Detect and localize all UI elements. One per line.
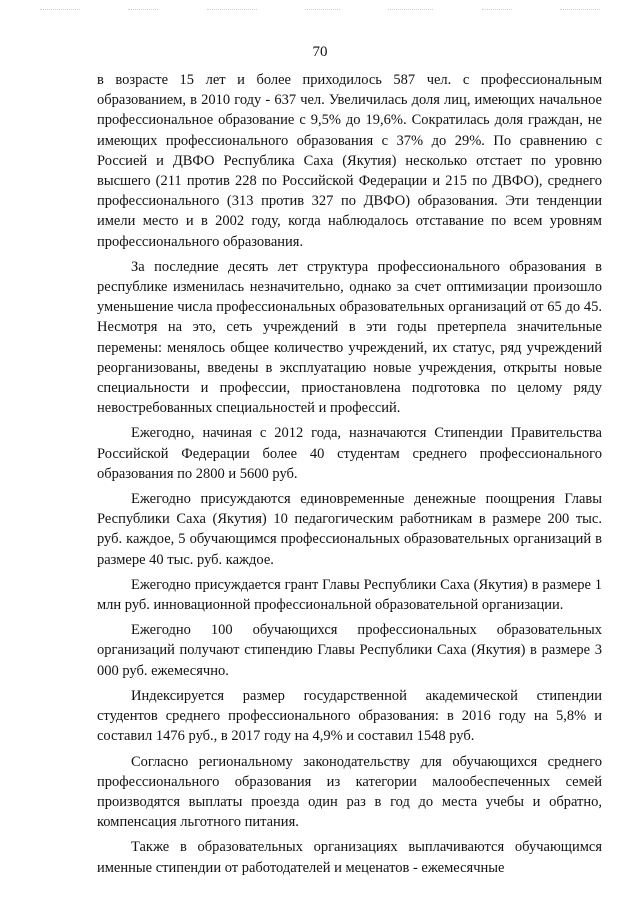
paragraph-1: в возрасте 15 лет и более приходилось 587 чел. с профессиональным образованием, в 2010 году - 637 чел. Увеличилась доля лиц, имеющих начальное профессиональное образование с 9,5% до 19,6%. Сократилась доля граждан, не имеющих профессионального образования с 37% до 29%. По сравнению с Россией и ДВФО Республика Саха (Якутия) несколько отстает по уровню высшего (211 против 228 по Российской Федерации и 215 по ДВФО), среднего профессионального (313 против 327 по ДВФО) образования. Эти тенденции имели место и в 2002 году, когда наблюдалось отставание по всем уровням профессионального образования. <box>97 72 602 250</box>
scan-artifact-marks <box>40 6 600 12</box>
document-body <box>97 70 602 883</box>
paragraph-6: Ежегодно 100 обучающихся профессиональных образовательных организаций получают стипендию Главы Республики Саха (Якутия) в размере 3 000 руб. ежемесячно. <box>97 622 602 679</box>
paragraph-5: Ежегодно присуждается грант Главы Республики Саха (Якутия) в размере 1 млн руб. инновационной профессиональной образовательной организации. <box>97 576 602 614</box>
paragraph-3: Ежегодно, начиная с 2012 года, назначаются Стипендии Правительства Российской Федерации более 40 студентам среднего профессионального образования по 2800 и 5600 руб. <box>97 425 602 482</box>
paragraph-9: Также в образовательных организациях выплачиваются обучающимся именные стипендии от работодателей и меценатов - ежемесячные <box>97 839 602 876</box>
paragraph-7: Индексируется размер государственной академической стипендии студентов среднего профессионального образования: в 2016 году на 5,8% и составил 1476 руб., в 2017 году на 4,9% и составил 1548 руб. <box>97 687 602 745</box>
paragraph-8: Согласно региональному законодательству для обучающихся среднего профессионального образования из категории малообеспеченных семей производятся выплаты проезда один раз в год до места учебы и обратно, компенсация льготного питания. <box>97 753 602 831</box>
paragraph-4: Ежегодно присуждаются единовременные денежные поощрения Главы Республики Саха (Якутия) 10 педагогическим работникам в размере 200 тыс. руб. каждое, 5 обучающимся профессиональных образовательных организаций в размере 40 тыс. руб. каждое. <box>97 491 602 568</box>
page-number: 70 <box>312 44 328 60</box>
paragraph-2: За последние десять лет структура профессионального образования в республике изменилась незначительно, однако за счет оптимизации произошло уменьшение числа профессиональных образовательных организаций от 65 до 45. Несмотря на это, сеть учреждений в эти годы претерпела значительные перемены: менялось общее количество учреждений, их статус, ряд учреждений реорганизованы, введены в эксплуатацию новые учреждения, открыты новые специальности и профессии, приостановлена подготовка по целому ряду невостребованных специальностей и профессий. <box>97 258 602 417</box>
